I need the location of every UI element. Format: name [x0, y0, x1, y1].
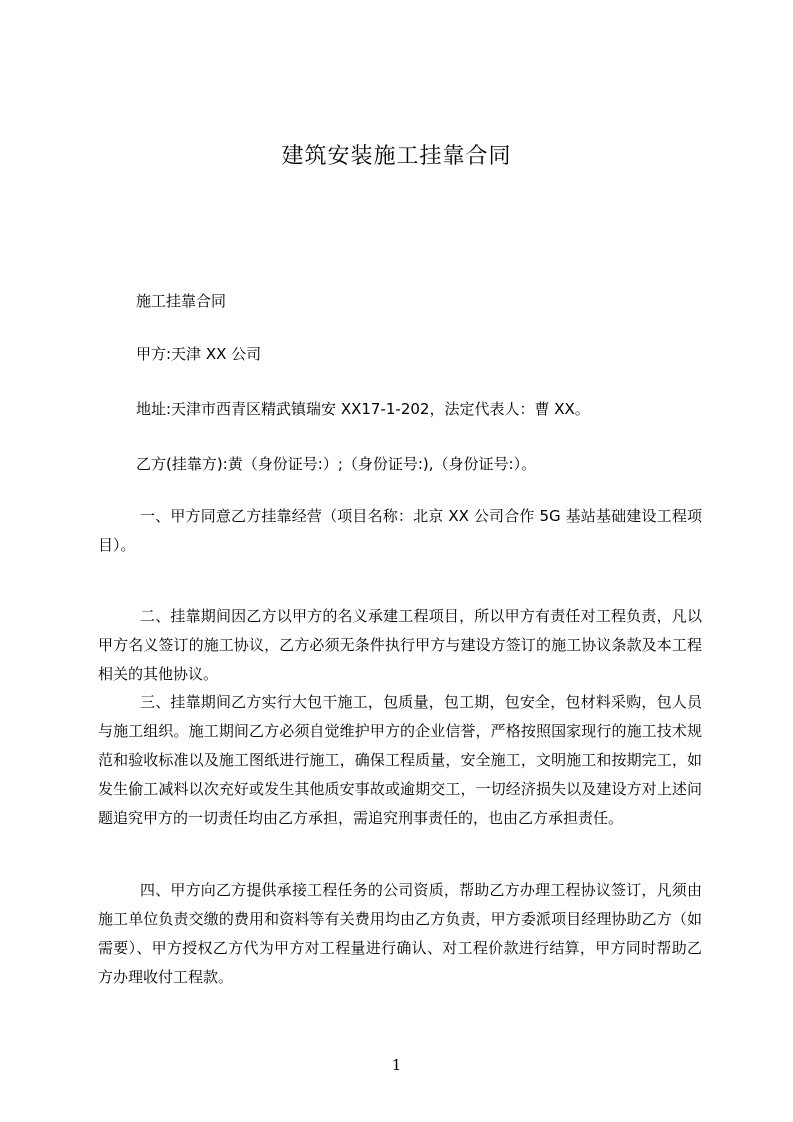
clause-2: 二、挂靠期间因乙方以甲方的名义承建工程项目，所以甲方有责任对工程负责，凡以甲方名义签订的施工协议，乙方必须无条件执行甲方与建设方签订的施工协议条款及本工程相关的其他协议。 — [98, 607, 702, 683]
page-number: 1 — [391, 1056, 402, 1074]
party-a-line: 甲方:天津 XX 公司 — [136, 345, 262, 363]
address-line: 地址:天津市西青区精武镇瑞安 XX17-1-202，法定代表人：曹 XX。 — [136, 400, 590, 418]
contract-subtitle: 施工挂靠合同 — [136, 292, 227, 310]
party-b-line: 乙方(挂靠方):黄（身份证号:）;（身份证号:),（身份证号:）。 — [136, 455, 537, 473]
document-title: 建筑安装施工挂靠合同 — [281, 144, 512, 169]
clause-1: 一、甲方同意乙方挂靠经营（项目名称：北京 XX 公司合作 5G 基站基础建设工程项目）。 — [98, 507, 702, 554]
clause-3: 三、挂靠期间乙方实行大包干施工，包质量，包工期，包安全，包材料采购，包人员与施工组织。施工期间乙方必须自觉维护甲方的企业信誉，严格按照国家现行的施工技术规范和验收标准以及施工图纸进行施工，确保工程质量，安全施工，文明施工和按期完工，如发生偷工减料以次充好或发生其他质安事故或逾期交工，一切经济损失以及建设方对上述问题追究甲方的一切责任均由乙方承担，需追究刑事责任的，也由乙方承担责任。 — [98, 693, 702, 827]
clause-4: 四、甲方向乙方提供承接工程任务的公司资质，帮助乙方办理工程协议签订，凡须由施工单位负责交缴的费用和资料等有关费用均由乙方负责，甲方委派项目经理协助乙方（如需要）、甲方授权乙方代为甲方对工程量进行确认、对工程价款进行结算，甲方同时帮助乙方办理收付工程款。 — [98, 881, 702, 986]
